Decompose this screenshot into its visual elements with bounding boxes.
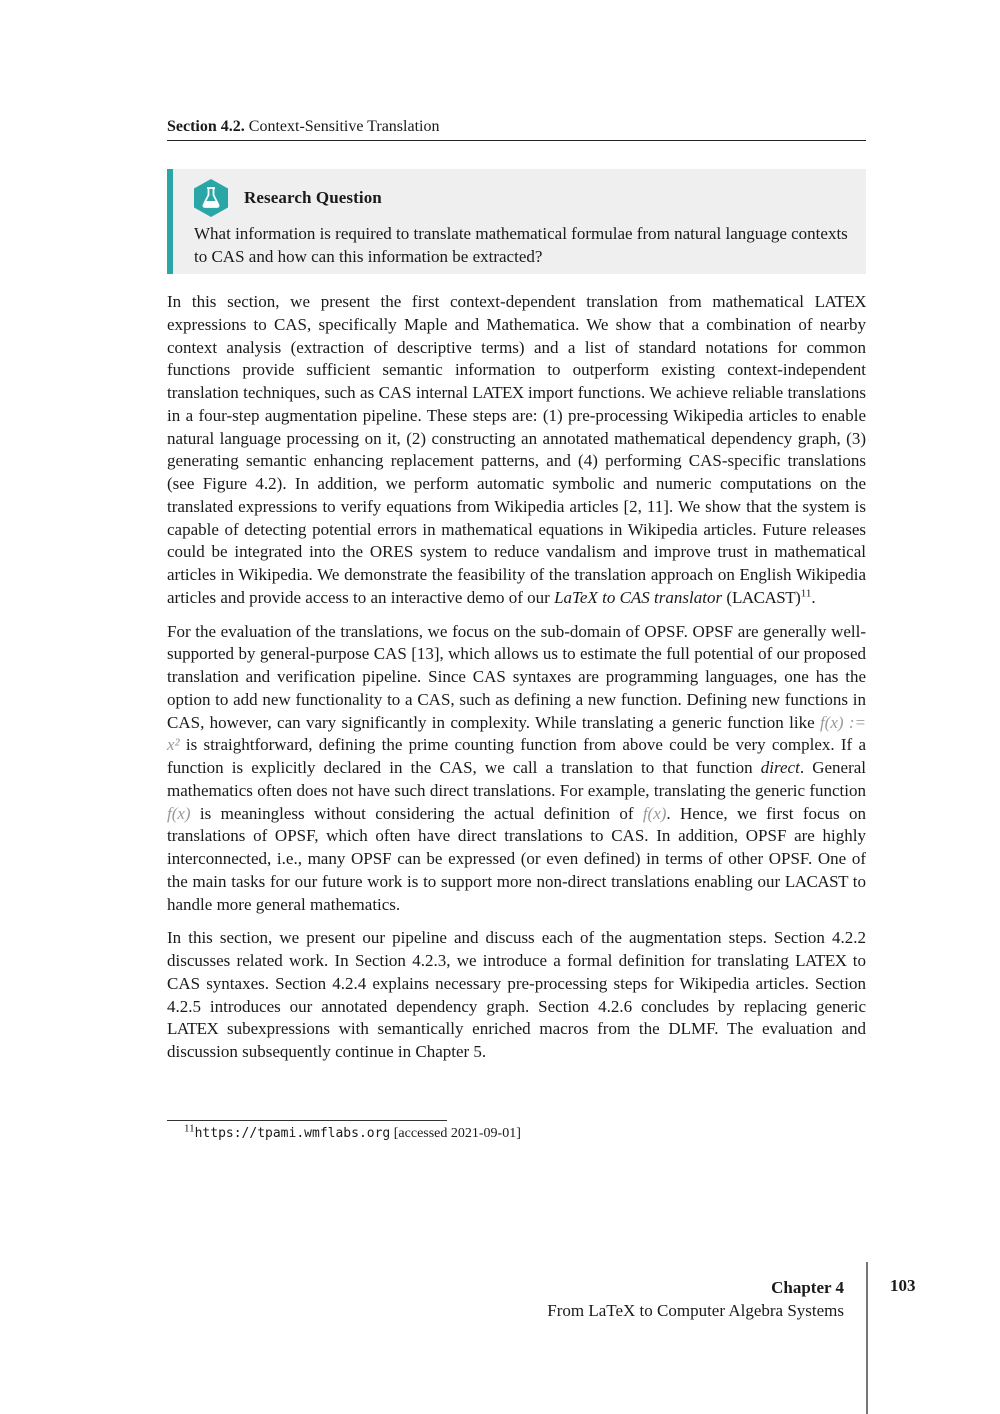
math-inline: f(x) [167,803,191,823]
page-number: 103 [890,1276,916,1295]
footnote-number: 11 [184,1122,195,1135]
section-title: Context-Sensitive Translation [248,118,440,135]
research-question-box [167,169,866,274]
body-text [167,291,866,1075]
math-inline: f(x) [642,803,667,823]
footnote [184,1122,521,1143]
footnote-rule [167,1120,447,1121]
emphasis: LaTeX to CAS translator [554,587,723,607]
research-question-title: Research Question [244,188,382,207]
flask-icon [193,179,229,217]
lacast-logo: LACAST [784,871,849,891]
footnote-url[interactable]: https://tpami.wmflabs.org [194,1126,391,1141]
latex-logo: LATEX [814,292,866,311]
footnote-note: [accessed 2021-09-01] [390,1126,521,1141]
latex-logo: LATEX [167,1019,219,1039]
running-head [167,117,866,141]
chapter-title: From LaTeX to Computer Algebra Systems [547,1301,844,1320]
latex-logo: LATEX [472,383,524,402]
math-inline: f(x) := x² [167,712,866,755]
footer-divider [866,1262,868,1414]
footer-chapter [547,1276,844,1322]
section-label: Section 4.2. [167,118,245,135]
lacast-logo: LACAST [732,587,796,607]
research-question-text: What information is required to translate mathematical formulae from natural language contexts to CAS and how can this information be extracted? [194,224,848,266]
paragraph-1: In this section, we present the first context-dependent translation from mathematical LATEX expressions to CAS, specifically Maple and Mathematica. We show that a combination of nearby context analysis (extraction of descriptive terms) and a list of standard notations for common functions provide sufficient semantic information to outperform existing context-independent translation techniques, such as CAS internal LATEX import functions. We achieve reliable translations in a four-step augmentation pipeline. These steps are: (1) pre-processing Wikipedia articles to enable natural language processing on it, (2) constructing an annotated mathematical dependency graph, (3) generating semantic enhancing replacement patterns, and (4) performing CAS-specific translations (see Figure 4.2). In addition, we perform automatic symbolic and numeric computations on the translated expressions to verify equations from Wikipedia articles [2, 11]. We show that the system is capable of detecting potential errors in mathematical equations in Wikipedia articles. Future releases could be integrated into the ORES system to reduce vandalism and improve trust in mathematical articles in Wikipedia. We demonstrate the feasibility of the translation approach on English Wikipedia articles and provide access to an interactive demo of our LaTeX to CAS translator (LACAST)$^{11}$. [167,292,866,607]
chapter-label: Chapter 4 [771,1278,844,1297]
emphasis: direct [760,758,800,777]
paragraph-2: For the evaluation of the translations, we focus on the sub-domain of OPSF. OPSF are generally well-supported by general-purpose CAS [13], which allows us to estimate the full potential of our proposed translation and verification pipeline. Since CAS syntaxes are programming languages, one has the option to add new functionality to a CAS, such as defining a new function. Defining new functions in CAS, however, can vary significantly in complexity. While translating a generic function like f(x) := x² is straightforward, defining the prime counting function from above could be very complex. If a function is explicitly declared in the CAS, we call a translation to that function direct. General mathematics often does not have such direct translations. For example, translating the generic function f(x) is meaningless without considering the actual definition of f(x). Hence, we first focus on translations of OPSF, which often have direct translations to CAS. In addition, OPSF are highly interconnected, i.e., many OPSF can be expressed (or even defined) in terms of other OPSF. One of the main tasks for our future work is to support more non-direct translations enabling our LACAST to handle more general mathematics. [167,621,866,914]
footnote-ref[interactable]: 11 [800,587,812,600]
latex-logo: LATEX [795,951,847,970]
paragraph-3: In this section, we present our pipeline and discuss each of the augmentation steps. Section 4.2.2 discusses related work. In Section 4.2.3, we introduce a formal definition for translating LATEX to CAS syntaxes. Section 4.2.4 explains necessary pre-processing steps for Wikipedia articles. Section 4.2.5 introduces our annotated dependency graph. Section 4.2.6 concludes by replacing generic LATEX subexpressions with semantically enriched macros from the DLMF. The evaluation and discussion subsequently continue in Chapter 5. [167,928,866,1061]
